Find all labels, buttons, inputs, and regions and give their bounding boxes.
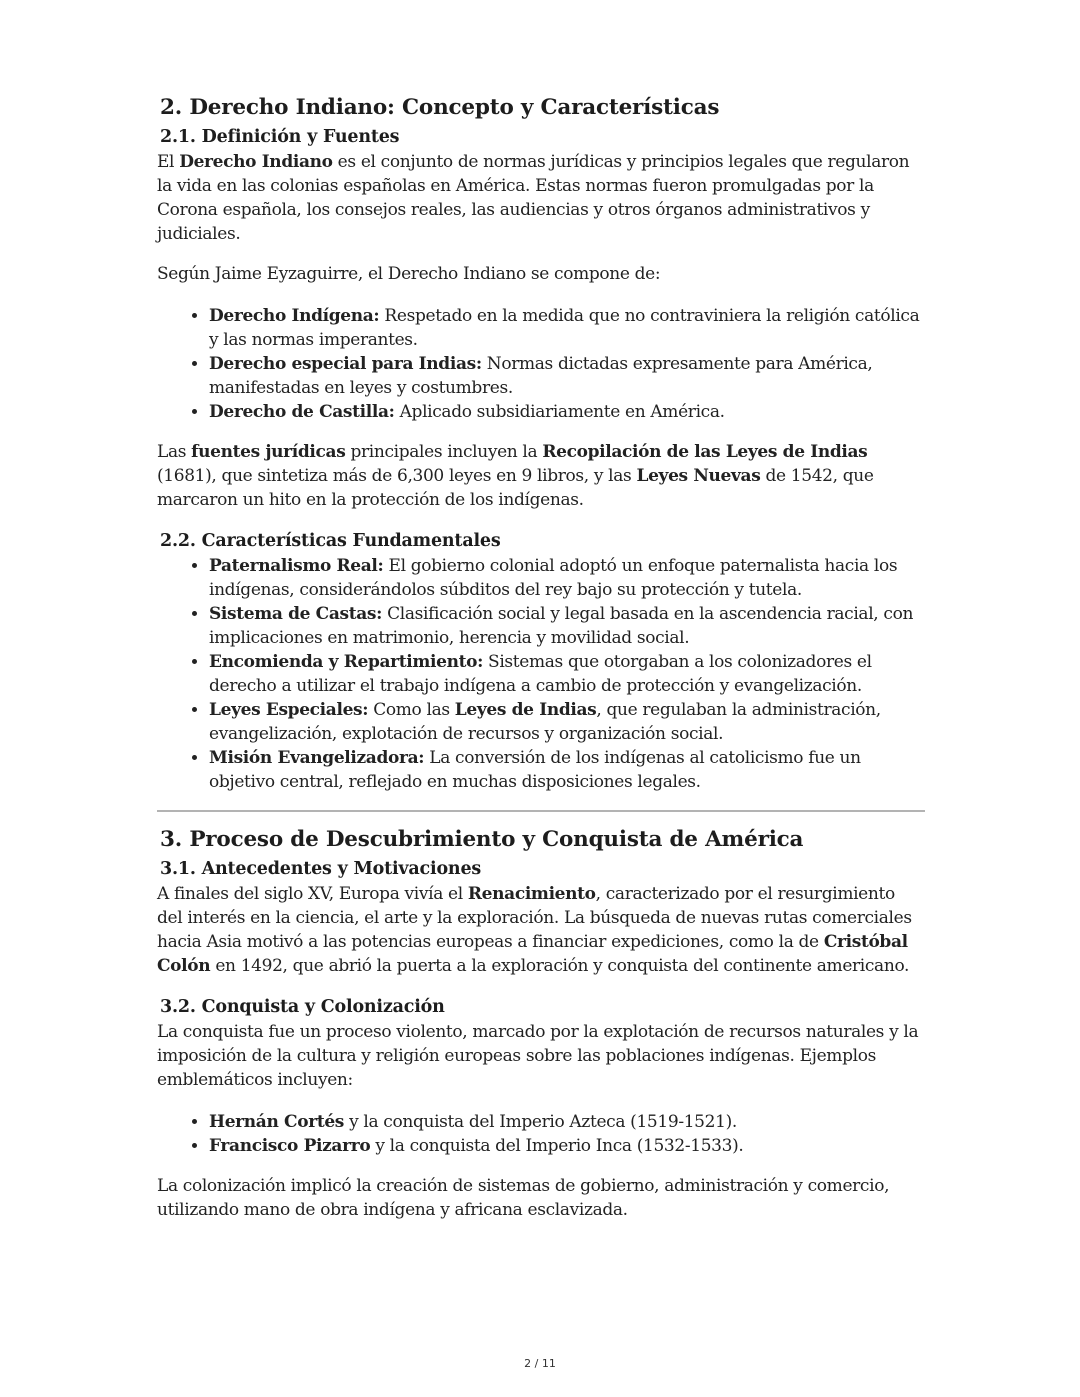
- list-item: • Misión Evangelizadora: La conversión de los indígenas al catolicismo fue un objetivo central, reflejado en muchas disposiciones legales.: [209, 746, 925, 794]
- list-item: • Sistema de Castas: Clasificación social y legal basada en la ascendencia racial, con implicaciones en matrimonio, herencia y movilidad social.: [209, 602, 925, 650]
- conquista-paragraph: La conquista fue un proceso violento, marcado por la explotación de recursos naturales y la imposición de la cultura y religión europeas sobre las poblaciones indígenas. Ejemplos emblemáticos incluyen:: [157, 1022, 919, 1090]
- list-item: • Paternalismo Real: El gobierno colonial adoptó un enfoque paternalista hacia los indígenas, considerándolos súbditos del rey bajo su protección y tutela.: [209, 554, 925, 602]
- section-2-2-heading: 2.2. Características Fundamentales: [160, 531, 501, 551]
- list-item: • Hernán Cortés y la conquista del Imperio Azteca (1519-1521).: [209, 1110, 925, 1134]
- document-page: [157, 92, 925, 1222]
- derecho-indiano-definition-paragraph: El Derecho Indiano es el conjunto de normas jurídicas y principios legales que regularon la vida en las colonias españolas en América. Estas normas fueron promulgadas por la Corona española, los consejos reales, las audiencias y otros órganos administrativos y judiciales.: [157, 152, 910, 244]
- section-2-heading: 2. Derecho Indiano: Concepto y Características: [160, 95, 720, 120]
- list-item: • Derecho Indígena: Respetado en la medida que no contraviniera la religión católica y las normas imperantes.: [209, 304, 925, 352]
- eyzaguirre-intro-paragraph: Según Jaime Eyzaguirre, el Derecho Indiano se compone de:: [157, 264, 661, 284]
- list-item: • Leyes Especiales: Como las Leyes de Indias, que regulaban la administración, evangelización, explotación de recursos y organización social.: [209, 698, 925, 746]
- section-2-1-heading: 2.1. Definición y Fuentes: [160, 127, 400, 147]
- caracteristicas-list: [157, 554, 925, 794]
- antecedentes-paragraph: A finales del siglo XV, Europa vivía el Renacimiento, caracterizado por el resurgimiento del interés en la ciencia, el arte y la exploración. La búsqueda de nuevas rutas comerciales hacia Asia motivó a las potencias europeas a financiar expediciones, como la de Cristóbal Colón en 1492, que abrió la puerta a la exploración y conquista del continente americano.: [157, 884, 912, 976]
- section-3-heading: 3. Proceso de Descubrimiento y Conquista de América: [160, 827, 804, 852]
- list-item: • Derecho de Castilla: Aplicado subsidiariamente en América.: [209, 400, 925, 424]
- page-indicator: 2 / 11: [524, 1357, 556, 1370]
- section-3-2-heading: 3.2. Conquista y Colonización: [160, 997, 445, 1017]
- section-3-1-heading: 3.1. Antecedentes y Motivaciones: [160, 859, 482, 879]
- list-item: • Encomienda y Repartimiento: Sistemas que otorgaban a los colonizadores el derecho a utilizar el trabajo indígena a cambio de protección y evangelización.: [209, 650, 925, 698]
- list-item: • Derecho especial para Indias: Normas dictadas expresamente para América, manifestadas en leyes y costumbres.: [209, 352, 925, 400]
- fuentes-juridicas-paragraph: Las fuentes jurídicas principales incluyen la Recopilación de las Leyes de Indias (1681), que sintetiza más de 6,300 leyes en 9 libros, y las Leyes Nuevas de 1542, que marcaron un hito en la protección de los indígenas.: [157, 442, 874, 510]
- list-item: • Francisco Pizarro y la conquista del Imperio Inca (1532-1533).: [209, 1134, 925, 1158]
- conquistadores-list: [157, 1110, 925, 1158]
- colonizacion-paragraph: La colonización implicó la creación de sistemas de gobierno, administración y comercio, utilizando mano de obra indígena y africana esclavizada.: [157, 1176, 890, 1220]
- derecho-indiano-components-list: [157, 304, 925, 424]
